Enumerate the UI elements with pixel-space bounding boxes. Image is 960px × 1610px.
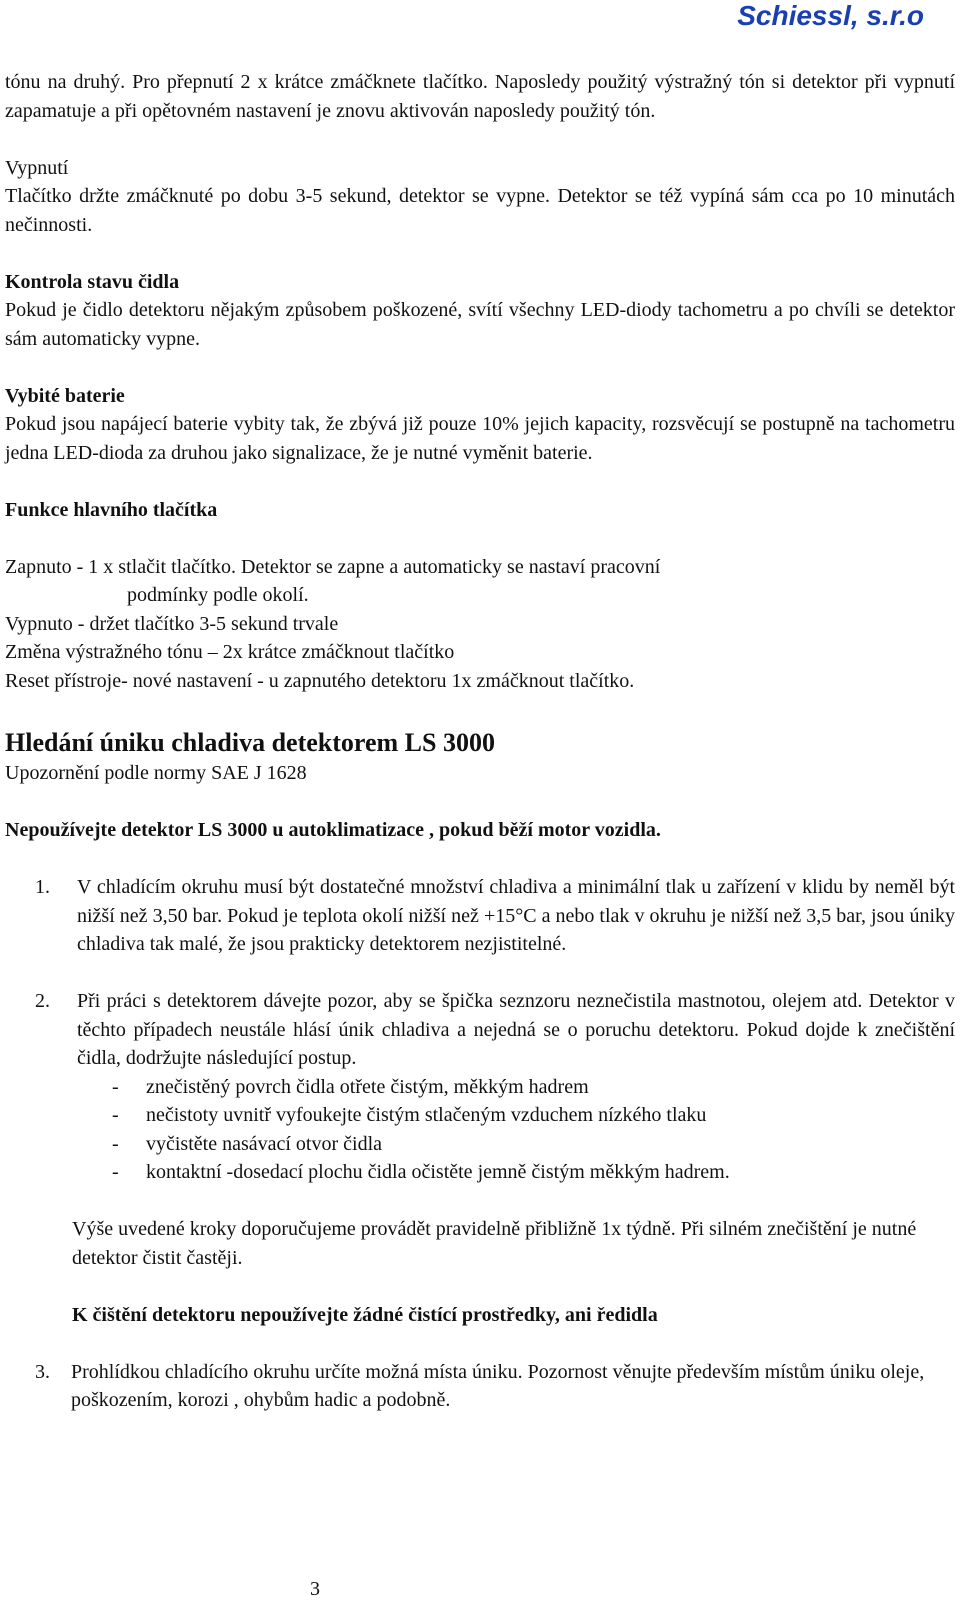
- step-number: 1.: [35, 876, 50, 898]
- step-text: Při práci s detektorem dávejte pozor, aby se špička seznzoru neznečistila mastnotou, olejem atd. Detektor v těchto případech neustále hlásí únik chladiva a nejedná se o poruchu detektoru. Pokud dojde k znečištění čidla, dodržujte následující postup.: [77, 990, 955, 1069]
- norm-note: Upozornění podle normy SAE J 1628: [5, 762, 307, 784]
- section-title-baterie: Vybité baterie: [5, 384, 125, 407]
- step-number: 2.: [35, 990, 50, 1012]
- function-zapnuto: Zapnuto - 1 x stlačit tlačítko. Detektor se zapne a automaticky se nastaví pracovní: [5, 555, 661, 578]
- step-2: [5, 987, 955, 1073]
- page-number: 3: [310, 1578, 320, 1600]
- cleaning-list: [5, 1073, 955, 1187]
- step-number: 3.: [35, 1360, 50, 1383]
- section-title-kontrola: Kontrola stavu čidla: [5, 270, 180, 293]
- section-text-vypnuti: Tlačítko držte zmáčknuté po dobu 3-5 sekund, detektor se vypne. Detektor se též vypíná sám cca po 10 minutách nečinnosti.: [5, 185, 955, 236]
- intro-paragraph: tónu na druhý. Pro přepnutí 2 x krátce zmáčknete tlačítko. Naposledy použitý výstražný tón si detektor při vypnutí zapamatuje a při opětovném nastavení je znovu aktivován naposledy použitý tón.: [5, 71, 955, 122]
- engine-warning: Nepoužívejte detektor LS 3000 u autoklimatizace , pokud běží motor vozidla.: [5, 819, 661, 841]
- section-title-vypnuti: Vypnutí: [5, 156, 69, 179]
- document-body: [5, 68, 955, 1415]
- step-text: V chladícím okruhu musí být dostatečné množství chladiva a minimální tlak u zařízení v klidu by neměl být nižší než 3,50 bar. Pokud je teplota okolí nižší než +15°C a nebo tlak v okruhu je nižší než 3,5 bar, jsou úniky chladiva tak malé, že jsou prakticky detektorem nezjistitelné.: [77, 876, 955, 955]
- cleaning-warning: K čištění detektoru nepoužívejte žádné čistící prostředky, ani ředidla: [72, 1303, 658, 1326]
- recommendation: Výše uvedené kroky doporučujeme provádět pravidelně přibližně 1x týdně. Při silném znečištění je nutné detektor čistit častěji.: [72, 1218, 917, 1269]
- leak-heading: Hledání úniku chladiva detektorem LS 3000: [5, 728, 495, 757]
- list-item: - nečistoty uvnitř vyfoukejte čistým stlačeným vzduchem nízkého tlaku: [112, 1104, 707, 1126]
- list-item: - vyčistěte nasávací otvor čidla: [112, 1132, 383, 1155]
- list-item: - znečistěný povrch čidla otřete čistým, měkkým hadrem: [112, 1075, 589, 1098]
- list-item: - kontaktní -dosedací plochu čidla očistěte jemně čistým měkkým hadrem.: [112, 1161, 730, 1183]
- step-1: [5, 873, 955, 959]
- function-reset: Reset přístroje- nové nastavení - u zapnutého detektoru 1x zmáčknout tlačítko.: [5, 669, 635, 692]
- function-zmena: Změna výstražného tónu – 2x krátce zmáčknout tlačítko: [5, 641, 455, 663]
- function-zapnuto-cont: podmínky podle okolí.: [127, 584, 309, 606]
- section-text-kontrola: Pokud je čidlo detektoru nějakým způsobem poškozené, svítí všechny LED-diody tachometru a po chvíli se detektor sám automaticky vypne.: [5, 299, 955, 350]
- company-header: Schiessl, s.r.o: [737, 0, 924, 31]
- function-vypnuto: Vypnuto - držet tlačítko 3-5 sekund trvale: [5, 612, 339, 635]
- section-text-baterie: Pokud jsou napájecí baterie vybity tak, že zbývá již pouze 10% jejich kapacity, rozsvěcují se postupně na tachometru jedna LED-dioda za druhou jako signalizace, že je nutné vyměnit baterie.: [5, 413, 955, 464]
- functions-title: Funkce hlavního tlačítka: [5, 498, 218, 521]
- step-text: Prohlídkou chladícího okruhu určíte možná místa úniku. Pozornost věnujte především místům úniku oleje, poškozením, korozi , ohybům hadic a podobně.: [71, 1360, 925, 1411]
- step-3: [5, 1358, 955, 1415]
